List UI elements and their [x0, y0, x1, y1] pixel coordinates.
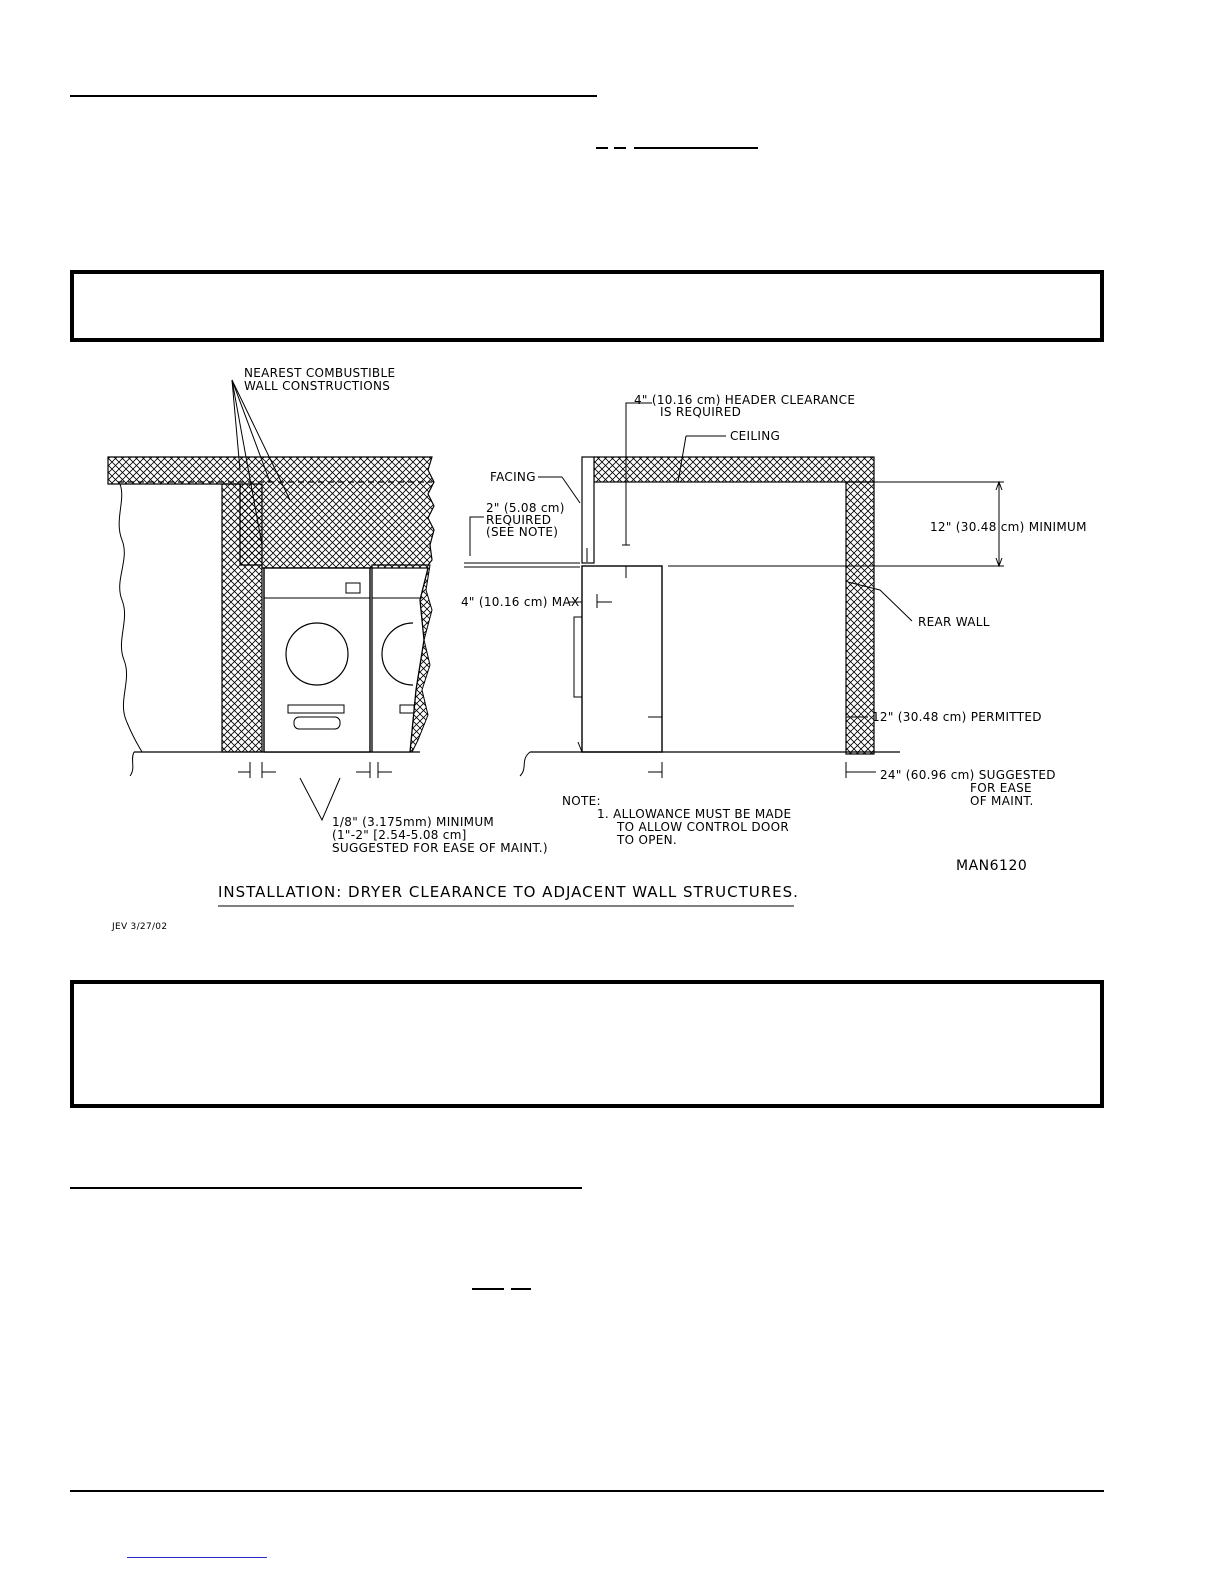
floor-break [130, 752, 134, 776]
note-heading: NOTE: [562, 794, 601, 808]
label-suggested-3: OF MAINT. [970, 794, 1034, 808]
label-combustible-2: WALL CONSTRUCTIONS [244, 379, 391, 393]
warning-box-bottom [70, 980, 1104, 1108]
facing-panel [582, 457, 594, 563]
label-max4: 4" (10.16 cm) MAX [461, 595, 580, 609]
note-line-3: TO OPEN. [617, 833, 678, 847]
ceiling-hatch [594, 457, 874, 482]
label-req-2: REQUIRED [486, 513, 552, 527]
footer-link-underline[interactable] [127, 1557, 267, 1558]
footer-rule [70, 1490, 1104, 1492]
label-suggested-1: 24" (60.96 cm) SUGGESTED [880, 768, 1056, 782]
label-side-1: 1/8" (3.175mm) MINIMUM [332, 815, 495, 829]
break-line-left [119, 484, 142, 752]
label-top-min: 12" (30.48 cm) MINIMUM [930, 520, 1087, 534]
label-ceiling: CEILING [730, 429, 781, 443]
ceiling-wall-hatch [108, 457, 434, 568]
label-facing: FACING [490, 470, 536, 484]
label-req-3: (SEE NOTE) [486, 525, 559, 539]
label-rear-wall: REAR WALL [918, 615, 990, 629]
label-side-3: SUGGESTED FOR EASE OF MAINT.) [332, 841, 548, 855]
dryer-front [264, 568, 370, 752]
underline-fragment [511, 1288, 531, 1290]
label-req-1: 2" (5.08 cm) [486, 501, 565, 515]
underline-fragment [472, 1288, 504, 1290]
drawn-by: JEV 3/27/02 [112, 922, 168, 932]
front-view [108, 380, 434, 820]
label-suggested-2: FOR EASE [970, 781, 1032, 795]
side-wall-hatch [222, 484, 262, 752]
diagram-caption: INSTALLATION: DRYER CLEARANCE TO ADJACENT WALL STRUCTURES. [218, 883, 799, 901]
note-line-2: TO ALLOW CONTROL DOOR [617, 820, 790, 834]
label-combustible-1: NEAREST COMBUSTIBLE [244, 366, 396, 380]
label-permitted: 12" (30.48 cm) PERMITTED [872, 710, 1042, 724]
label-header-2: IS REQUIRED [660, 405, 742, 419]
section-heading-underline-bottom [70, 1187, 582, 1189]
label-side-2: (1"-2" [2.54-5.08 cm] [332, 828, 467, 842]
note-line-1: 1. ALLOWANCE MUST BE MADE [597, 807, 792, 821]
label-header-1: 4" (10.16 cm) HEADER CLEARANCE [634, 393, 856, 407]
dryer-side [582, 566, 662, 752]
figure-id: MAN6120 [956, 858, 1028, 874]
rear-wall-hatch [846, 482, 874, 754]
